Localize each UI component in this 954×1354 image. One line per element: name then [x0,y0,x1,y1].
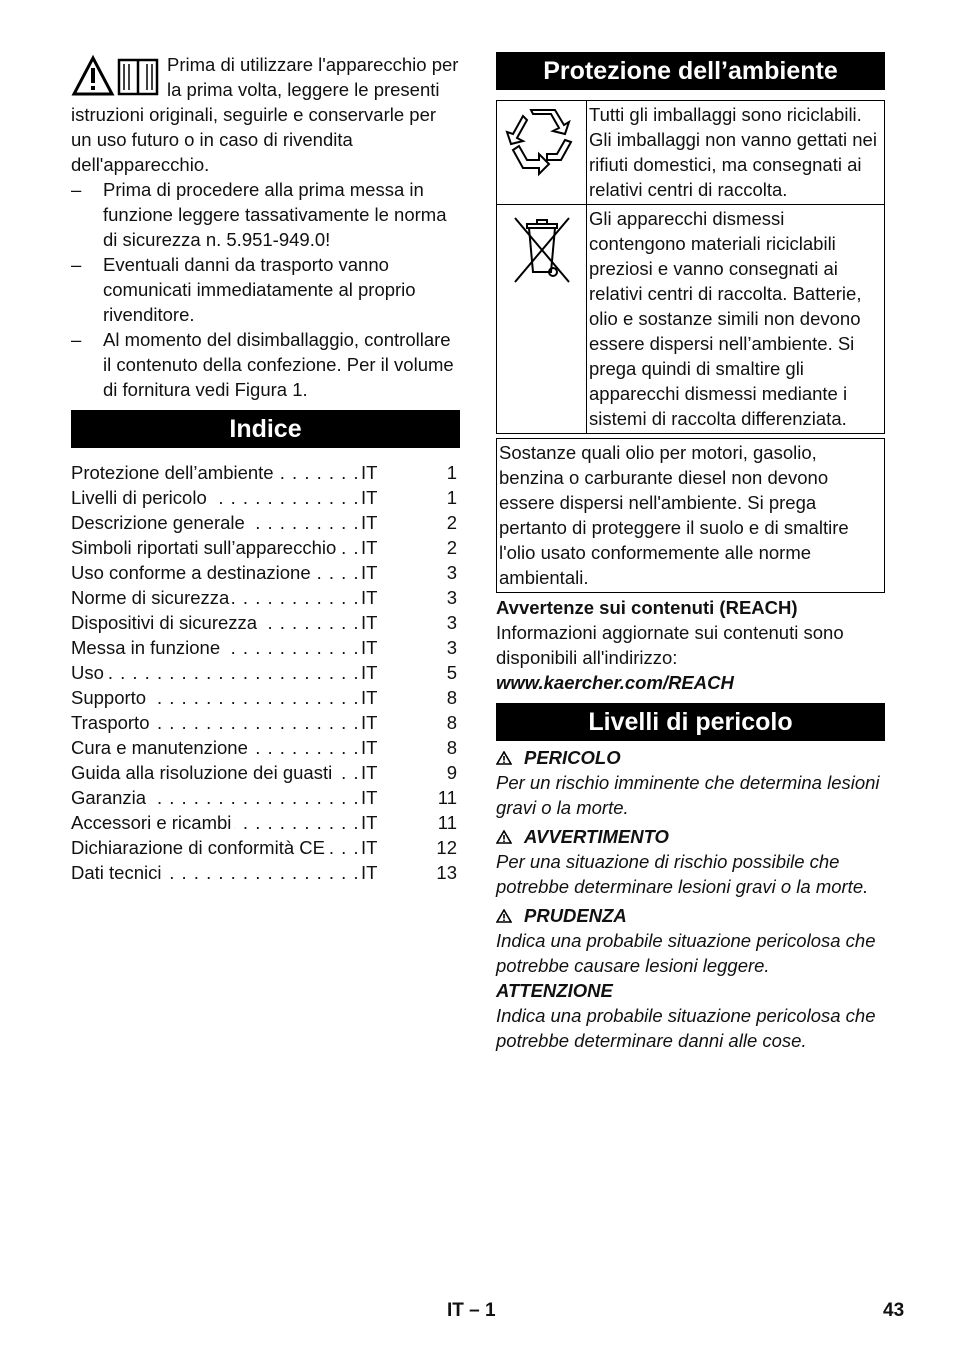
toc-row[interactable] [71,810,460,835]
toc-row[interactable] [71,460,460,485]
toc-lang: IT [361,537,378,558]
toc-page: 3 [446,637,457,658]
toc-lang: IT [361,512,378,533]
recycle-icon [503,102,581,180]
toc-row[interactable] [71,535,460,560]
toc-page: 5 [446,662,457,683]
section-heading-livelli: Livelli di pericolo [496,703,885,741]
toc-title: Cura e manutenzione [71,737,251,758]
toc-row[interactable] [71,760,460,785]
toc-row[interactable] [71,635,460,660]
list-item: – Al momento del disimballaggio, controllare il contenuto della confezione. Per il volume di fornitura vedi Figura 1. [71,327,460,402]
crossed-bin-icon [507,206,577,286]
toc-lang: IT [361,862,378,883]
toc-title: Dichiarazione di conformità CE [71,837,328,858]
danger-level-heading [496,745,885,770]
toc-lang: IT [361,562,378,583]
footer-page-number: 43 [883,1300,905,1321]
oil-notice: Sostanze quali olio per motori, gasolio, benzina o carburante diesel non devono essere dispersi nell'ambiente. Si prega pertanto di proteggere il suolo e di smaltire l'olio usato conformemente alle norme ambientali. [496,438,885,593]
reach-url[interactable]: www.kaercher.com/REACH [496,672,734,693]
weee-text: Gli apparecchi dismessi contengono materiali riciclabili preziosi e vanno consegnati ai relativi centri di raccolta. Batterie, olio e sostanze simili non devono essere dispersi nell’ambiente. Si prega quindi di smaltire gli apparecchi dismessi mediante i sistemi di raccolta differenziata. [587,205,885,434]
toc-page: 3 [446,562,457,583]
toc-lang: IT [361,837,378,858]
toc-lang: IT [361,612,378,633]
toc-title: Uso conforme a destinazione [71,562,314,583]
toc-title: Garanzia [71,787,149,808]
toc-title: Dati tecnici [71,862,164,883]
warning-triangle-icon [496,909,512,923]
left-column [71,52,460,885]
toc-title: Livelli di pericolo [71,487,210,508]
danger-level-label: AVVERTIMENTO [524,826,669,847]
toc-lang: IT [361,737,378,758]
toc-page: 3 [446,612,457,633]
toc-title: Uso [71,662,107,683]
right-column [496,52,885,1053]
recycle-text: Tutti gli imballaggi sono riciclabili. Gli imballaggi non vanno gettati nei rifiuti domestici, ma consegnati ai relativi centri di raccolta. [587,101,885,205]
toc-title: Descrizione generale [71,512,248,533]
toc-page: 2 [446,512,457,533]
toc-title: Messa in funzione [71,637,223,658]
danger-level-text: Per un rischio imminente che determina lesioni gravi o la morte. [496,772,880,818]
environment-table [496,100,885,434]
toc-title: Supporto [71,687,149,708]
toc-row[interactable] [71,835,460,860]
toc-lang: IT [361,812,378,833]
section-heading-indice: Indice [71,410,460,448]
toc-page: 12 [436,837,457,858]
toc-row[interactable] [71,735,460,760]
toc-lang: IT [361,462,378,483]
toc-row[interactable] [71,785,460,810]
toc-lang: IT [361,487,378,508]
toc-row[interactable] [71,660,460,685]
toc-lang: IT [361,712,378,733]
toc-lang: IT [361,762,378,783]
toc-page: 11 [437,812,457,833]
toc-page: 1 [446,487,457,508]
toc-title: Simboli riportati sull’apparecchio [71,537,339,558]
toc-page: 3 [446,587,457,608]
toc-row[interactable] [71,710,460,735]
toc-page: 8 [446,712,457,733]
toc-row[interactable] [71,560,460,585]
danger-level-heading [496,903,885,928]
toc-lang: IT [361,637,378,658]
danger-level-text: Indica una probabile situazione pericolosa che potrebbe causare lesioni leggere. [496,930,876,976]
toc-row[interactable] [71,610,460,635]
list-item: – Prima di procedere alla prima messa in funzione leggere tassativamente le norma di sicurezza n. 5.951-949.0! [71,177,460,252]
toc-lang: IT [361,787,378,808]
warning-manual-icon [71,54,161,100]
toc-title: Guida alla risoluzione dei guasti [71,762,335,783]
danger-level-label: PERICOLO [524,747,621,768]
toc-page: 11 [437,787,457,808]
table-of-contents [71,460,460,885]
toc-page: 8 [446,687,457,708]
danger-level-text: Per una situazione di rischio possibile che potrebbe determinare lesioni gravi o la morte. [496,851,869,897]
reach-text: Informazioni aggiornate sui contenuti sono disponibili all'indirizzo: [496,622,844,668]
reach-heading: Avvertenze sui contenuti (REACH) [496,597,798,618]
toc-row[interactable] [71,860,460,885]
toc-title: Protezione dell’ambiente [71,462,277,483]
danger-level-heading [496,978,885,1003]
danger-level-text: Indica una probabile situazione pericolosa che potrebbe determinare danni alle cose. [496,1005,876,1051]
toc-page: 2 [446,537,457,558]
toc-page: 9 [446,762,457,783]
intro-section [71,52,460,402]
danger-level-heading [496,824,885,849]
toc-row[interactable] [71,685,460,710]
toc-lang: IT [361,662,378,683]
toc-title: Accessori e ricambi [71,812,234,833]
section-heading-ambiente: Protezione dell’ambiente [496,52,885,90]
warning-triangle-icon [496,830,512,844]
toc-title: Trasporto [71,712,152,733]
toc-page: 8 [446,737,457,758]
toc-title: Dispositivi di sicurezza [71,612,260,633]
danger-levels-list [496,745,885,1053]
list-item: – Eventuali danni da trasporto vanno comunicati immediatamente al proprio rivenditore. [71,252,460,327]
danger-level-label: ATTENZIONE [496,980,613,1001]
toc-row[interactable] [71,510,460,535]
warning-triangle-icon [496,751,512,765]
footer-lang-page: IT – 1 [447,1300,496,1321]
intro-bullets [71,177,460,402]
toc-page: 1 [446,462,457,483]
intro-text: Prima di utilizzare l'apparecchio per la prima volta, leggere le presenti istruzioni originali, seguirle e conservarle per un uso futuro o in caso di rivendita dell'apparecchio. [71,54,459,175]
toc-row[interactable] [71,585,460,610]
toc-page: 13 [436,862,457,883]
danger-level-label: PRUDENZA [524,905,627,926]
toc-lang: IT [361,587,378,608]
toc-row[interactable] [71,485,460,510]
toc-title: Norme di sicurezza [71,587,232,608]
toc-lang: IT [361,687,378,708]
